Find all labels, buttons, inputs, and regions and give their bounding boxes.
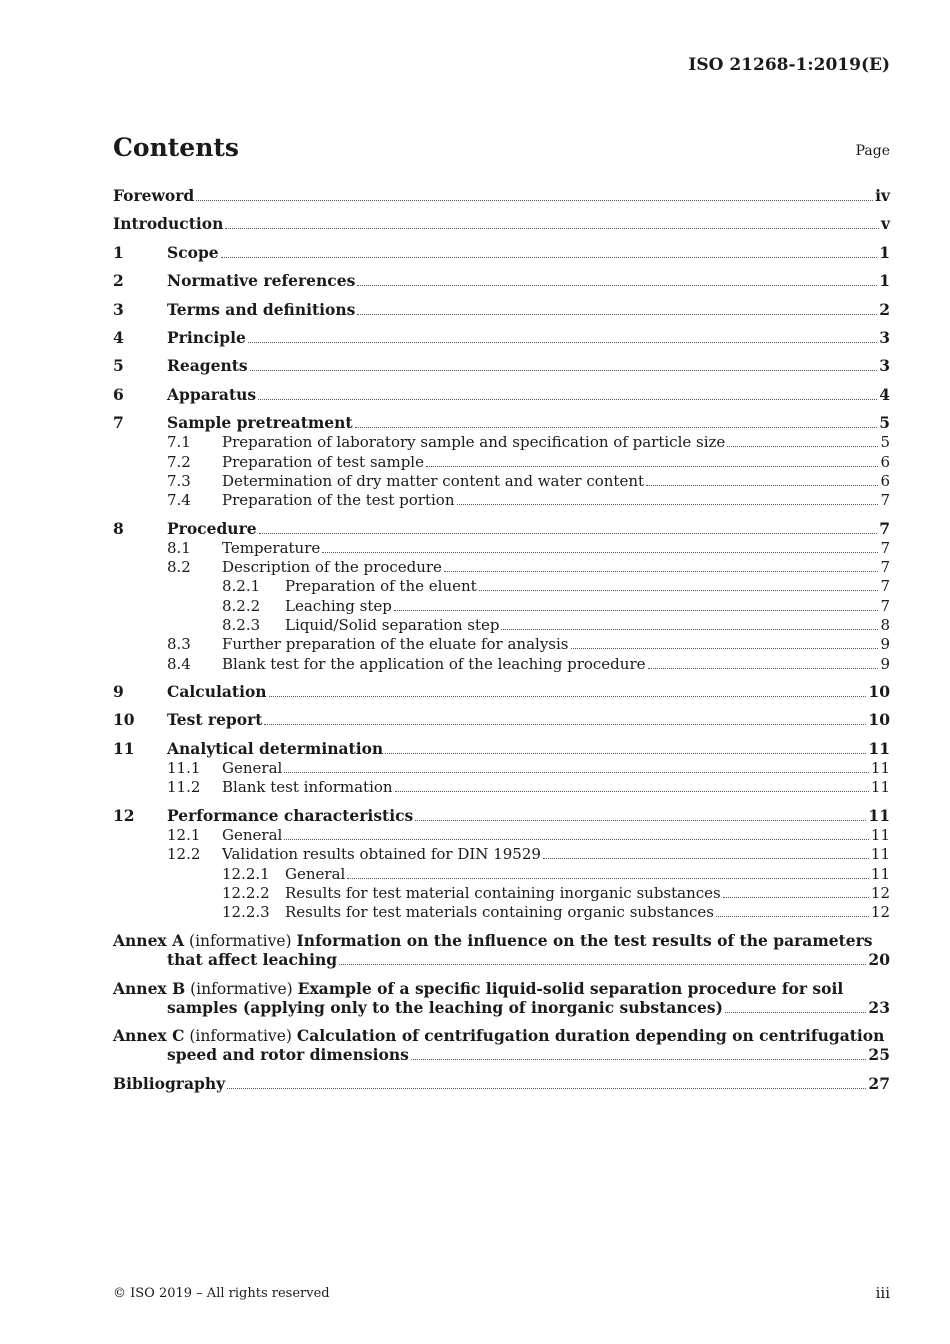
- toc-entry-title: Validation results obtained for DIN 19529: [222, 845, 541, 863]
- page-number: iii: [875, 1284, 890, 1302]
- toc-entry[interactable]: [113, 902, 890, 922]
- dot-leader: [543, 858, 869, 859]
- toc-entry-page: 11: [870, 778, 890, 796]
- annex-title-line2: that affect leaching: [167, 950, 338, 969]
- dot-leader: [225, 228, 879, 229]
- toc-entry-page: 4: [879, 385, 890, 404]
- contents-title: Contents: [113, 133, 240, 162]
- toc-entry-page: 7: [880, 558, 890, 576]
- dot-leader: [716, 916, 869, 917]
- toc-entry-title: Blank test information: [222, 778, 393, 796]
- toc-entry-page: 11: [870, 759, 890, 777]
- toc-entry[interactable]: [113, 385, 890, 405]
- toc-entry-page: 9: [880, 635, 890, 653]
- toc-entry-title: Determination of dry matter content and water content: [222, 472, 645, 490]
- toc-entry-number: 7.2: [167, 453, 191, 471]
- toc-entry[interactable]: [113, 243, 890, 263]
- bibliography-title: Bibliography: [113, 1074, 226, 1093]
- toc-entry[interactable]: [113, 883, 890, 903]
- dot-leader: [284, 772, 869, 773]
- toc-entry-page: 1: [879, 271, 890, 290]
- toc-entry-number: 1: [113, 243, 124, 262]
- toc-entry-number: 12.1: [167, 826, 201, 844]
- toc-entry-title: Temperature: [222, 539, 321, 557]
- toc-entry-number: 7.4: [167, 491, 191, 509]
- dot-leader: [339, 964, 866, 965]
- dot-leader: [196, 200, 873, 201]
- page-column-label: Page: [855, 143, 890, 159]
- toc-entry-title: Terms and definitions: [167, 300, 356, 319]
- toc-entry-page: 10: [868, 682, 890, 701]
- toc-entry[interactable]: [113, 864, 890, 884]
- toc-entry-number: 5: [113, 356, 124, 375]
- toc-entry-number: 7.3: [167, 472, 191, 490]
- toc-entry-page: 9: [880, 655, 890, 673]
- toc-entry-number: 8.2.1: [222, 577, 261, 595]
- toc-entry-title: Results for test materials containing organic substances: [285, 903, 714, 921]
- toc-entry-title: Principle: [167, 328, 246, 347]
- toc-entry-title: Preparation of the test portion: [222, 491, 455, 509]
- dot-leader: [479, 590, 879, 591]
- toc-entry-page: 7: [879, 519, 890, 538]
- toc-entry-title: Performance characteristics: [167, 806, 414, 825]
- toc-entry-title: Sample pretreatment: [167, 413, 353, 432]
- toc-entry-page: 6: [880, 472, 890, 490]
- toc-entry-page: 7: [880, 539, 890, 557]
- toc-entry-page: 11: [870, 865, 890, 883]
- toc-entry[interactable]: [113, 452, 890, 472]
- dot-leader: [394, 610, 879, 611]
- toc-entry-title: Preparation of the eluent: [285, 577, 477, 595]
- toc-entry-page: 5: [879, 413, 890, 432]
- dot-leader: [648, 668, 879, 669]
- toc-entry[interactable]: [113, 413, 890, 433]
- dot-leader: [723, 897, 869, 898]
- toc-entry-title: Description of the procedure: [222, 558, 442, 576]
- toc-entry[interactable]: [113, 758, 890, 778]
- toc-entry-number: 8.2.2: [222, 597, 261, 615]
- dot-leader: [259, 533, 878, 534]
- toc-entry-page: 11: [870, 845, 890, 863]
- dot-leader: [357, 285, 877, 286]
- toc-entry-title: Foreword: [113, 186, 195, 205]
- dot-leader: [444, 571, 879, 572]
- toc-entry-page: iv: [875, 186, 890, 205]
- toc-entry[interactable]: [113, 739, 890, 759]
- toc-entry[interactable]: [113, 432, 890, 452]
- annex-page: 20: [868, 950, 890, 969]
- toc-entry[interactable]: [113, 538, 890, 558]
- annex-title-line1: Information on the influence on the test results of the parameters: [296, 931, 873, 950]
- annex-entry-heading[interactable]: [113, 931, 890, 951]
- toc-entry-number: 11.2: [167, 778, 201, 796]
- annex-entry-heading[interactable]: [113, 979, 890, 999]
- toc-entry-title: Normative references: [167, 271, 356, 290]
- annex-label: Annex A: [113, 931, 185, 950]
- toc-entry-number: 7.1: [167, 433, 191, 451]
- toc-entry-number: 6: [113, 385, 124, 404]
- toc-entry-title: Reagents: [167, 356, 248, 375]
- toc-entry-page: 3: [879, 328, 890, 347]
- toc-entry[interactable]: [113, 682, 890, 702]
- toc-entry[interactable]: [113, 471, 890, 491]
- annex-entry-heading[interactable]: [113, 1026, 890, 1046]
- annex-type: (informative): [190, 980, 293, 998]
- annex-title-line1: Calculation of centrifugation duration depending on centrifugation: [296, 1026, 885, 1045]
- dot-leader: [415, 820, 866, 821]
- toc-entry-page: 2: [879, 300, 890, 319]
- toc-entry-title: Test report: [167, 710, 263, 729]
- toc-entry-title: General: [222, 759, 283, 777]
- toc-entry-page: 6: [880, 453, 890, 471]
- toc-entry-number: 8.1: [167, 539, 191, 557]
- toc-entry-title: Preparation of laboratory sample and specification of particle size: [222, 433, 726, 451]
- toc-entry[interactable]: [113, 596, 890, 616]
- dot-leader: [426, 466, 878, 467]
- toc-entry-number: 8: [113, 519, 124, 538]
- toc-entry-title: Procedure: [167, 519, 257, 538]
- dot-leader: [501, 629, 878, 630]
- toc-entry-title: Leaching step: [285, 597, 392, 615]
- toc-entry-title: Scope: [167, 243, 219, 262]
- toc-entry-number: 12: [113, 806, 135, 825]
- dot-leader: [357, 314, 877, 315]
- toc-entry-number: 11: [113, 739, 135, 758]
- toc-entry[interactable]: [113, 710, 890, 730]
- toc-entry-page: 10: [868, 710, 890, 729]
- dot-leader: [221, 257, 878, 258]
- dot-leader: [322, 552, 878, 553]
- annex-title-line2: samples (applying only to the leaching of inorganic substances): [167, 998, 723, 1017]
- toc-entry[interactable]: [113, 328, 890, 348]
- toc-entry-number: 10: [113, 710, 135, 729]
- toc-entry[interactable]: [113, 806, 890, 826]
- toc-entry-title: Liquid/Solid separation step: [285, 616, 500, 634]
- toc-entry-page: 11: [868, 739, 890, 758]
- toc-entry-title: Calculation: [167, 682, 267, 701]
- toc-entry-number: 2: [113, 271, 124, 290]
- toc-entry-page: 11: [868, 806, 890, 825]
- toc-entry[interactable]: [113, 576, 890, 596]
- toc-entry-title: Blank test for the application of the leaching procedure: [222, 655, 646, 673]
- dot-leader: [269, 696, 867, 697]
- dot-leader: [646, 485, 878, 486]
- toc-entry-number: 8.4: [167, 655, 191, 673]
- toc-entry[interactable]: [113, 634, 890, 654]
- dot-leader: [395, 791, 869, 792]
- dot-leader: [264, 724, 866, 725]
- toc-entry-page: 7: [880, 597, 890, 615]
- toc-entry-number: 4: [113, 328, 124, 347]
- toc-entry-number: 12.2.3: [222, 903, 270, 921]
- toc-entry-page: 7: [880, 577, 890, 595]
- toc-entry[interactable]: [113, 186, 890, 206]
- toc-entry-title: Analytical determination: [167, 739, 384, 758]
- toc-entry-page: 12: [870, 903, 890, 921]
- toc-entry[interactable]: [113, 825, 890, 845]
- document-id: ISO 21268-1:2019(E): [688, 55, 890, 75]
- dot-leader: [227, 1088, 866, 1089]
- dot-leader: [457, 504, 879, 505]
- annex-label: Annex C: [113, 1026, 185, 1045]
- toc-entry-number: 12.2.1: [222, 865, 270, 883]
- toc-entry[interactable]: [113, 356, 890, 376]
- toc-entry-number: 9: [113, 682, 124, 701]
- dot-leader: [727, 446, 878, 447]
- dot-leader: [248, 342, 877, 343]
- toc-entry[interactable]: [113, 777, 890, 797]
- bibliography-entry[interactable]: [113, 1074, 890, 1094]
- toc-entry-number: 7: [113, 413, 124, 432]
- toc-entry-title: Apparatus: [167, 385, 257, 404]
- annex-title-line1: Example of a specific liquid-solid separation procedure for soil: [297, 979, 844, 998]
- dot-leader: [571, 648, 879, 649]
- toc-entry-page: 3: [879, 356, 890, 375]
- toc-entry[interactable]: [113, 844, 890, 864]
- annex-entry[interactable]: [113, 950, 890, 970]
- toc-entry-number: 11.1: [167, 759, 201, 777]
- annex-page: 25: [868, 1045, 890, 1064]
- toc-entry-number: 12.2.2: [222, 884, 270, 902]
- bibliography-page: 27: [868, 1074, 890, 1093]
- toc-entry-title: Further preparation of the eluate for analysis: [222, 635, 569, 653]
- toc-entry-page: 12: [870, 884, 890, 902]
- dot-leader: [385, 753, 866, 754]
- toc-entry-title: Introduction: [113, 214, 224, 233]
- toc-entry-number: 8.3: [167, 635, 191, 653]
- toc-entry[interactable]: [113, 519, 890, 539]
- annex-entry[interactable]: [113, 1045, 890, 1065]
- toc-entry-page: 11: [870, 826, 890, 844]
- toc-entry[interactable]: [113, 615, 890, 635]
- dot-leader: [284, 839, 869, 840]
- copyright-notice: © ISO 2019 – All rights reserved: [113, 1286, 330, 1301]
- toc-entry-number: 12.2: [167, 845, 201, 863]
- toc-entry-page: 7: [880, 491, 890, 509]
- toc-entry[interactable]: [113, 300, 890, 320]
- annex-type: (informative): [189, 1027, 292, 1045]
- toc-entry-title: General: [285, 865, 346, 883]
- toc-entry[interactable]: [113, 271, 890, 291]
- toc-entry-title: Results for test material containing inorganic substances: [285, 884, 721, 902]
- toc-entry-page: 5: [880, 433, 890, 451]
- toc-entry[interactable]: [113, 214, 890, 234]
- annex-label: Annex B: [113, 979, 186, 998]
- annex-page: 23: [868, 998, 890, 1017]
- dot-leader: [355, 427, 878, 428]
- toc-entry-page: v: [880, 214, 890, 233]
- annex-type: (informative): [189, 932, 292, 950]
- toc-entry[interactable]: [113, 490, 890, 510]
- dot-leader: [411, 1059, 867, 1060]
- toc-entry-number: 8.2: [167, 558, 191, 576]
- toc-entry-title: Preparation of test sample: [222, 453, 424, 471]
- toc-entry-number: 8.2.3: [222, 616, 261, 634]
- dot-leader: [250, 370, 878, 371]
- dot-leader: [258, 399, 877, 400]
- toc-entry[interactable]: [113, 557, 890, 577]
- toc-entry-page: 1: [879, 243, 890, 262]
- toc-entry-title: General: [222, 826, 283, 844]
- toc-entry-page: 8: [880, 616, 890, 634]
- dot-leader: [725, 1012, 867, 1013]
- dot-leader: [347, 878, 869, 879]
- toc-entry-number: 3: [113, 300, 124, 319]
- annex-entry[interactable]: [113, 998, 890, 1018]
- toc-entry[interactable]: [113, 654, 890, 674]
- annex-title-line2: speed and rotor dimensions: [167, 1045, 409, 1064]
